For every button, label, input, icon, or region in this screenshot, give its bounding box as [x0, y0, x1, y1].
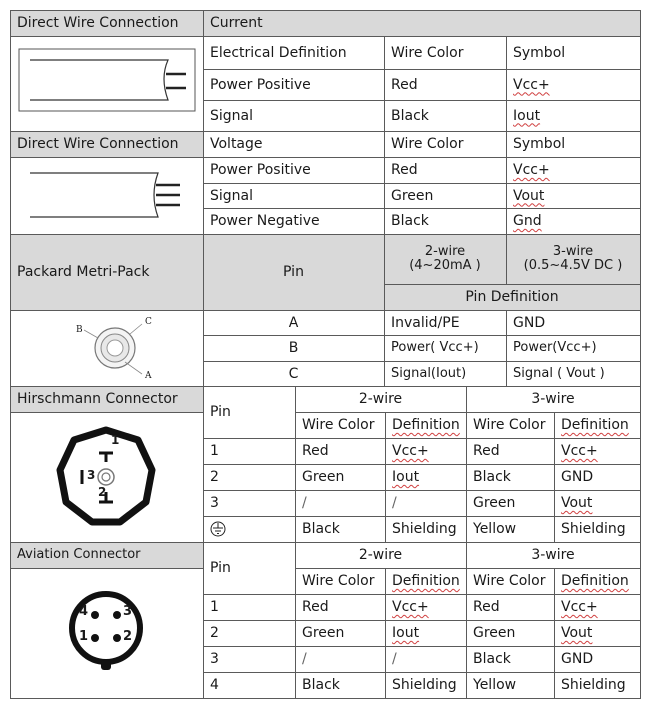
aviation-row1-pin: 1 [210, 599, 219, 615]
grid-line [203, 183, 640, 184]
hirschmann-row4-2w-def: Shielding [392, 521, 457, 537]
aviation-diagram-label-2: 2 [123, 629, 133, 644]
hirschmann-2wire-header: 2-wire [358, 391, 403, 407]
packard-diagram-label-b: B [76, 325, 83, 335]
aviation-row2-3w-color: Green [473, 625, 516, 641]
packard-diagram-label-a: A [145, 371, 152, 381]
hirschmann-sub-definition-2: Definition [561, 417, 629, 433]
aviation-connector-icon [66, 588, 146, 674]
grid-line [10, 310, 640, 311]
hirschmann-diagram-label-3: 3 [87, 468, 96, 482]
hirschmann-sub-definition-1: Definition [392, 417, 460, 433]
grid-line [10, 157, 640, 158]
grid-line [203, 646, 640, 647]
aviation-row1-2w-def: Vcc+ [392, 599, 429, 615]
hirschmann-pin-header: Pin [210, 404, 231, 420]
aviation-row3-2w-def: / [392, 651, 397, 667]
col-header-symbol: Symbol [513, 44, 566, 61]
grid-line [554, 412, 555, 542]
voltage-row3-color: Black [391, 213, 429, 229]
packard-pin-a: A [288, 314, 299, 331]
grid-line [10, 568, 203, 569]
ground-icon [210, 521, 226, 537]
two-wire-cable-icon [18, 48, 196, 112]
grid-line [10, 234, 640, 235]
current-row2-definition: Signal [210, 107, 254, 124]
grid-line [203, 100, 640, 101]
hirschmann-row2-pin: 2 [210, 469, 219, 485]
grid-line [640, 10, 641, 698]
aviation-row4-3w-def: Shielding [561, 677, 626, 693]
grid-line [203, 69, 640, 70]
voltage-row2-definition: Signal [210, 187, 254, 204]
current-row1-symbol: Vcc+ [513, 76, 550, 93]
wire-diagram-current [10, 36, 203, 131]
voltage-row1-color: Red [391, 162, 418, 178]
grid-line [203, 438, 640, 439]
aviation-sub-definition-2: Definition [561, 573, 629, 589]
grid-line [10, 131, 640, 132]
grid-line [295, 568, 640, 569]
hirschmann-row2-2w-def: Iout [392, 469, 420, 485]
grid-line [384, 284, 640, 285]
grid-line [203, 620, 640, 621]
current-row1-definition: Power Positive [210, 76, 311, 93]
packard-c-2wire: Signal(Iout) [391, 365, 467, 381]
aviation-connector-diagram [10, 568, 203, 698]
hirschmann-3wire-header: 3-wire [531, 391, 575, 407]
aviation-row3-pin: 3 [210, 651, 219, 667]
col-header-electrical-definition: Electrical Definition [210, 44, 347, 61]
aviation-row4-2w-color: Black [302, 677, 340, 693]
hirschmann-row2-2w-color: Green [302, 469, 345, 485]
type-label-voltage: Voltage [210, 136, 263, 152]
grid-line [203, 490, 640, 491]
voltage-row2-symbol: Vout [513, 187, 545, 204]
grid-line [506, 310, 507, 386]
hirschmann-sub-wire-color-1: Wire Color [302, 417, 375, 433]
grid-line [10, 10, 11, 698]
aviation-sub-wire-color-2: Wire Color [473, 573, 546, 589]
hirschmann-row2-3w-def: GND [561, 469, 594, 485]
hirschmann-row3-3w-color: Green [473, 495, 516, 511]
section-title-hirschmann: Hirschmann Connector [10, 386, 203, 412]
packard-pin-header: Pin [203, 234, 384, 310]
section-title-current: Direct Wire Connection [10, 10, 203, 36]
grid-line [554, 568, 555, 698]
three-wire-cable-icon [28, 167, 188, 223]
aviation-row4-3w-color: Yellow [473, 677, 517, 693]
aviation-row1-2w-color: Red [302, 599, 329, 615]
voltage-row1-definition: Power Positive [210, 162, 311, 178]
current-row2-color: Black [391, 107, 429, 124]
packard-pin-definition-header: Pin Definition [384, 284, 640, 310]
grid-line [385, 568, 386, 698]
grid-line [384, 36, 385, 386]
packard-connector-diagram [10, 310, 203, 386]
aviation-sub-definition-1: Definition [392, 573, 460, 589]
hirschmann-row4-pin [203, 516, 295, 542]
aviation-row1-3w-color: Red [473, 599, 500, 615]
aviation-diagram-label-4: 4 [79, 604, 89, 619]
wire-diagram-voltage [10, 157, 203, 234]
col-header-wire-color: Wire Color [391, 44, 464, 61]
aviation-pin-header: Pin [210, 560, 231, 576]
grid-line [10, 698, 641, 699]
grid-line [203, 335, 640, 336]
packard-pin-c: C [288, 365, 299, 382]
aviation-row3-3w-color: Black [473, 651, 511, 667]
hirschmann-connector-icon [56, 426, 156, 526]
grid-line [295, 542, 296, 698]
packard-b-3wire: Power(Vcc+) [513, 340, 597, 355]
voltage-row3-definition: Power Negative [210, 213, 320, 229]
grid-line [385, 412, 386, 542]
current-row2-symbol: Iout [513, 107, 541, 124]
current-row1-color: Red [391, 76, 418, 93]
aviation-row4-2w-def: Shielding [392, 677, 457, 693]
aviation-row2-pin: 2 [210, 625, 219, 641]
aviation-3wire-header: 3-wire [531, 547, 575, 563]
grid-line [203, 208, 640, 209]
voltage-header-symbol: Symbol [513, 136, 566, 152]
hirschmann-row2-3w-color: Black [473, 469, 511, 485]
aviation-diagram-label-3: 3 [123, 604, 133, 619]
hirschmann-row1-2w-color: Red [302, 443, 329, 459]
hirschmann-row3-3w-def: Vout [561, 495, 593, 511]
grid-line [10, 542, 640, 543]
type-label-current: Current [203, 10, 640, 36]
section-title-aviation: Aviation Connector [10, 542, 203, 568]
packard-2wire-header: 2-wire (4~20mA ) [384, 234, 506, 284]
grid-line [203, 464, 640, 465]
packard-pin-b: B [288, 340, 299, 356]
aviation-row3-3w-def: GND [561, 651, 594, 667]
hirschmann-row4-3w-color: Yellow [473, 521, 517, 537]
grid-line [506, 36, 507, 284]
grid-line [10, 412, 203, 413]
grid-line [10, 386, 640, 387]
packard-b-2wire: Power( Vcc+) [391, 340, 479, 355]
packard-a-3wire: GND [513, 314, 546, 331]
aviation-row3-2w-color: / [302, 651, 307, 667]
aviation-2wire-header: 2-wire [358, 547, 403, 563]
aviation-row2-3w-def: Vout [561, 625, 593, 641]
hirschmann-diagram-label-2: 2 [98, 485, 107, 499]
packard-c-3wire: Signal ( Vout ) [513, 365, 605, 381]
voltage-row1-symbol: Vcc+ [513, 162, 550, 178]
voltage-row2-color: Green [391, 187, 434, 204]
hirschmann-row1-3w-color: Red [473, 443, 500, 459]
grid-line [10, 10, 640, 11]
aviation-diagram-label-1: 1 [79, 629, 89, 644]
hirschmann-row4-2w-color: Black [302, 521, 340, 537]
grid-line [203, 594, 640, 595]
grid-line [295, 386, 296, 542]
grid-line [203, 516, 640, 517]
hirschmann-row3-pin: 3 [210, 495, 219, 511]
voltage-header-wire-color: Wire Color [391, 136, 464, 152]
grid-line [295, 412, 640, 413]
grid-line [203, 10, 204, 698]
aviation-sub-wire-color-1: Wire Color [302, 573, 375, 589]
grid-line [203, 672, 640, 673]
hirschmann-row4-3w-def: Shielding [561, 521, 626, 537]
hirschmann-row1-pin: 1 [210, 443, 219, 459]
hirschmann-row1-3w-def: Vcc+ [561, 443, 598, 459]
hirschmann-connector-diagram [10, 412, 203, 542]
packard-a-2wire: Invalid/PE [391, 314, 460, 331]
grid-line [466, 542, 467, 698]
section-title-packard: Packard Metri-Pack [10, 234, 203, 310]
grid-line [466, 386, 467, 542]
aviation-row4-pin: 4 [210, 677, 219, 693]
section-title-voltage: Direct Wire Connection [10, 131, 203, 157]
hirschmann-row3-2w-color: / [302, 495, 307, 511]
grid-line [203, 361, 640, 362]
hirschmann-row1-2w-def: Vcc+ [392, 443, 429, 459]
aviation-row1-3w-def: Vcc+ [561, 599, 598, 615]
packard-3wire-header: 3-wire (0.5~4.5V DC ) [506, 234, 640, 284]
packard-diagram-label-c: C [145, 317, 152, 327]
hirschmann-row3-2w-def: / [392, 495, 397, 511]
voltage-row3-symbol: Gnd [513, 213, 542, 229]
hirschmann-diagram-label-1: 1 [111, 433, 120, 447]
grid-line [10, 36, 640, 37]
hirschmann-sub-wire-color-2: Wire Color [473, 417, 546, 433]
aviation-row2-2w-color: Green [302, 625, 345, 641]
aviation-row2-2w-def: Iout [392, 625, 420, 641]
